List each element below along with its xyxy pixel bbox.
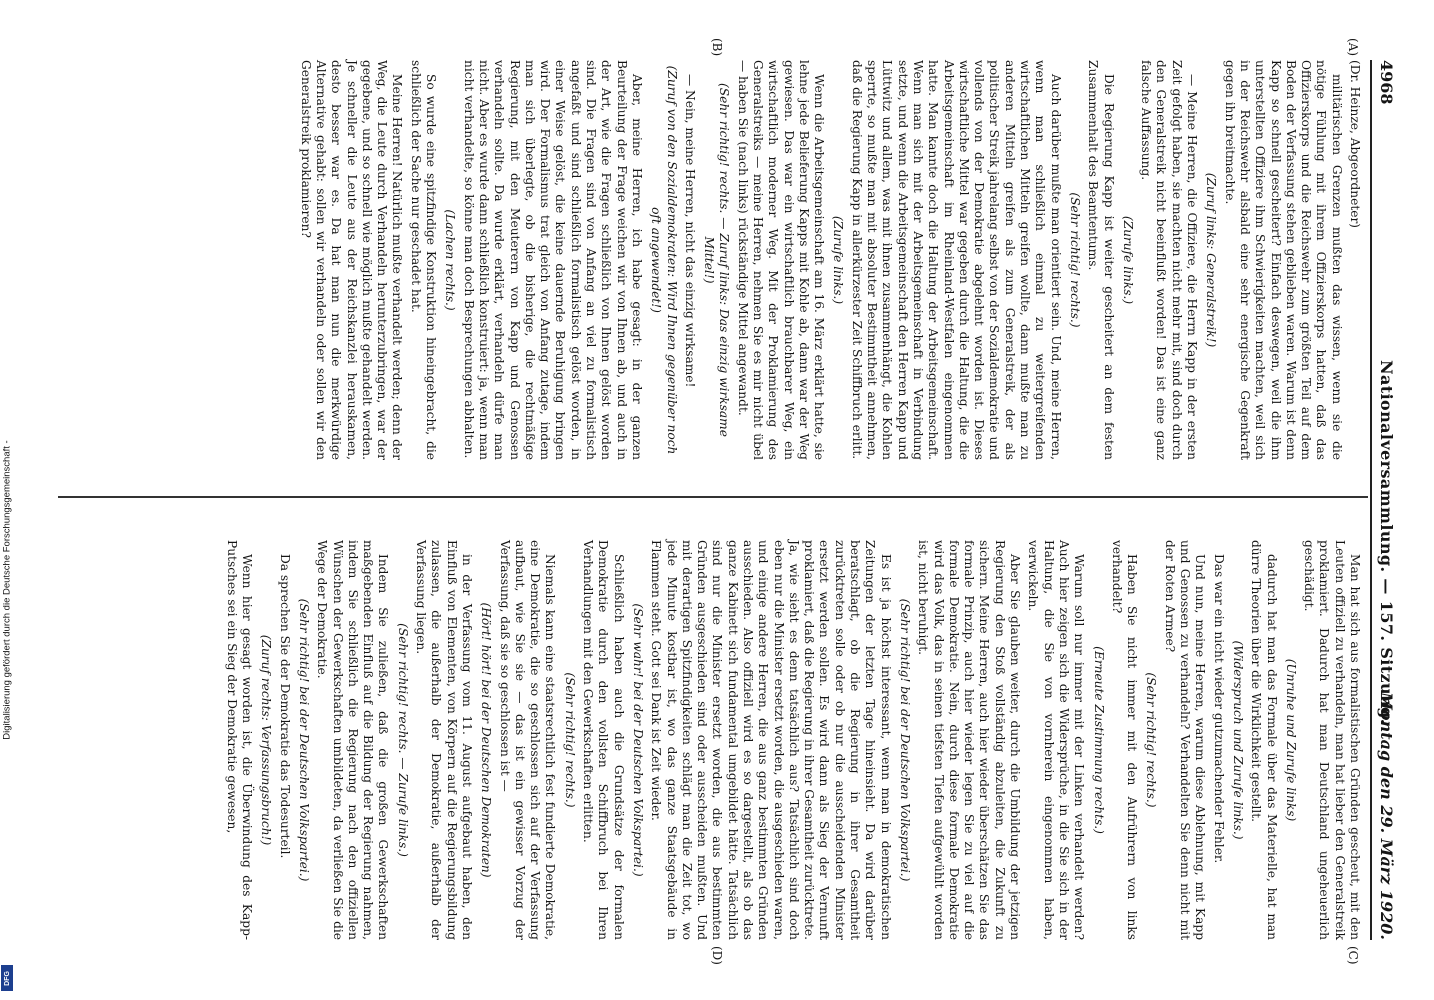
- paragraph: in der Verfassung vom 11. August aufgebaut haben, den Einfluß von Elementen, von Körpern auf die Regierungsbildung zulassen, die außerhalb der Demokratie, außerhalb der Verfassung liegen.: [414, 540, 474, 940]
- paragraph: — Nein, meine Herren, nicht das einzig wirksame!: [682, 74, 697, 388]
- interjection: (Zuruf von den Sozialdemokraten: Wird Ihnen gegenüber noch oft angewendet!): [649, 65, 679, 455]
- interjection: (Zurufe links.): [1120, 215, 1135, 305]
- right-column: [62, 540, 1362, 940]
- paragraph: dadurch hat man das Formale über das Materielle, hat man dürre Theorien über die Wirklichkeit gestellt.: [1249, 540, 1279, 940]
- interjection: (Widerspruch und Zurufe links.): [1230, 640, 1245, 840]
- paragraph: Niemals kann eine staatsrechtlich fest fundierte Demokratie, eine Demokratie, die so geschlossen sich auf der Verfassung aufbaut, wie Sie sie — das ist ein gewisser Vorzug der Verfassung, daß sie so geschlossen ist —: [497, 540, 558, 940]
- paragraph: Aber, meine Herren, ich habe gesagt: in der ganzen Beurteilung der Frage weichen wir von Ihnen ab, und auch in der Art, wie die Fragen schließlich von Ihnen gelöst worden sind. Die Fragen sind von Anfang an viel zu formalistisch angefaßt und sind schließlich formalistisch gelöst worden, in einer Weise gelöst, die keine dauernde Beruhigung bringen wird. Der Formalismus trat gleich von Anfang zutage, indem man sich überlegte, ob die bisherige, die rechtmäßige Regierung, mit den Meuterern von Kapp und Genossen verhandeln sollte. Da wurde erklärt, verhandeln dürfe man nicht. Aber es wurde dann schließlich konstruiert: ja, wenn man nicht verhandelte, so könne man doch Besprechungen abhalten.: [461, 60, 644, 460]
- paragraph: So wurde eine spitzfindige Konstruktion hineingebracht, die schließlich der Sache nur geschadet hat.: [408, 60, 439, 460]
- speaker-line: (Dr. Heinze, Abgeordneter): [1348, 60, 1362, 229]
- paragraph: Wenn die Arbeitsgemeinschaft am 16. März erklärt hatte, sie lehne jede Belieferung Kapps mit Kohle ab, dann war der Weg gewiesen. Das war ein wirtschaftlich brauchbarer Weg, ein wirtschaftlich moderner Weg. Mit der Proklamierung des Generalstreiks — meine Herren, nehmen Sie es mir nicht übel — haben Sie (nach links) rückständige Mittel angewandt.: [735, 60, 827, 460]
- paragraph: Das war ein nicht wieder gutzumachender Fehler.: [1211, 554, 1226, 864]
- paragraph: Haben Sie nicht immer mit den Aufrührern von links verhandelt?: [1109, 540, 1140, 940]
- column-divider: [58, 496, 1368, 498]
- interjection: (Hört! hört! bei der Deutschen Demokraten): [479, 602, 494, 878]
- paragraph: Da sprechen Sie der Demokratie das Todesurteil.: [277, 554, 292, 859]
- interjection: (Unruhe und Zurufe links): [1283, 658, 1298, 822]
- page-header: [1370, 60, 1398, 940]
- paragraph: Die Regierung Kapp ist weiter gescheitert an dem festen Zusammenhalt des Beamtentums.: [1086, 60, 1116, 460]
- paragraph: Indem Sie zuließen, daß die großen Gewerkschaften maßgebenden Einfluß auf die Bildung der Regierung nahmen, indem Sie schließlich die Regierung nach den offiziellen Wünschen der Gewerkschaften umbildeten, da verließen Sie die Wege der Demokratie.: [315, 540, 391, 940]
- session-date: Montag den 29. März 1920.: [1377, 692, 1396, 940]
- paragraph: Es ist ja höchst interessant, wenn man in demokratischen Zeitungen der letzten Tage hineinsieht. Da wird darüber beratschlagt, ob die Regierung in ihrer Gesamtheit zurücktreten solle oder ob nur die ausscheidenden Minister ersetzt werden sollen. Es wird dann als Sieg der Vernunft proklamiert, daß die Regierung in ihrer Gesamtheit zurücktrete. Ja, wie sieht es denn tatsächlich aus? Tatsächlich sind doch eben nur die Minister ersetzt worden, die ausgeschieden waren, und einige andere Herren, die aus ganz bestimmten Gründen ausschieden. Also offiziell wird es so dargestellt, als ob das ganze Kabinett sich fundamental umgebildet hätte. Tatsächlich sind nur die Minister ersetzt worden, die aus bestimmten Gründen ausgeschieden sind oder ausscheiden mußten. Und mit derartigen Spitzfindigkeiten schlägt man die Zeit tot, wo jede Minute kostbar ist, wo das ganze Staatsgebäude in Flammen steht. Gott sei Dank ist Zeit wieder.: [649, 540, 893, 940]
- paragraph: Schließlich haben auch die Grundsätze der formalen Demokratie durch den vollsten Schiffbruch bei Ihren Verhandlungen mit den Gewerkschaften erlitten.: [581, 540, 626, 940]
- margin-mark-c: (C): [1346, 946, 1360, 965]
- interjection: (Sehr richtig! rechts. — Zuruf links: Das einzig wirksame Mittel!): [702, 83, 732, 437]
- interjection: (Sehr richtig! rechts.): [562, 672, 577, 808]
- interjection: (Sehr richtig! bei der Deutschen Volkspartei.): [297, 598, 311, 882]
- interjection: (Sehr richtig! rechts.): [1067, 192, 1082, 328]
- margin-mark-a: (A): [1346, 38, 1360, 57]
- margin-mark-d: (D): [710, 946, 724, 965]
- interjection: (Zurufe links.): [831, 215, 846, 305]
- paragraph: Warum soll nur immer mit der Linken verhandelt werden? Auch hier zeigen sich die Widersprüche, in die Sie sich in der Haltung, die Sie von vornherein eingenommen haben, verwickeln.: [1026, 540, 1087, 940]
- paragraph: — Meine Herren, die Offiziere, die Herrn Kapp in der ersten Zeit gefolgt haben, sie machten nicht mehr mit, sind doch durch den Generalstreik nicht beeinflußt worden! Das ist eine ganz falsche Auffassung.: [1139, 60, 1200, 460]
- dfg-logo: DFG: [1, 965, 13, 991]
- paragraph: Aber Sie glauben weiter, durch die Umbildung der jetzigen Regierung den Stoß vollständig abzuleiten, die Zukunft zu sichern. Meine Herren, auch hier wieder überschätzen Sie das formale Prinzip, auch hier wieder legen Sie zu viel auf die formale Demokratie. Nein, durch diese formale Demokratie wird das Volk, das in seinen tiefsten Tiefen aufgewühlt worden ist, nicht beruhigt.: [916, 540, 1023, 940]
- digitization-note: [0, 0, 14, 1000]
- paragraph: Auch darüber mußte man orientiert sein. Und, meine Herren, wenn man schließlich einmal zu weitergreifenden wirtschaftlichen Mitteln greifen wollte, dann mußte man zu anderen Mitteln greifen als zum Generalstreik, der als politischer Streik jahrelang selbst von der Sozialdemokratie und vollends von der Demokratie abgelehnt worden ist. Dieses wirtschaftliche Mittel war gegeben durch die Haltung, die die Arbeitsgemeinschaft im Rheinland-Westfalen eingenommen hatte. Man kannte doch die Haltung der Arbeitsgemeinschaft. Wenn man sich mit der Arbeitsgemeinschaft in Verbindung setzte, und wenn die Arbeitsgemeinschaft den Herren Kapp und Lüttwitz und allem, was mit ihnen zusammenhängt, die Kohlen sperrte, so mußte man mit absoluter Bestimmtheit annehmen, daß die Regierung Kapp in allerkürzester Zeit Schiffbruch erlitt.: [849, 60, 1063, 460]
- interjection: (Sehr richtig! rechts.): [1144, 672, 1159, 808]
- paragraph: Meine Herren! Natürlich mußte verhandelt werden; denn der Weg, die Leute durch Verhandeln herunterzubringen, war der gegebene, und so schnell wie möglich mußte gehandelt werden. Je schneller die Leute aus der Reichskanzlei herauskamen, desto besser war es. Da hat man nun die merkwürdige Alternative gehabt: sollen wir verhandeln oder sollen wir den Generalstreik proklamieren?: [298, 60, 405, 460]
- paragraph: Man hat sich aus formalistischen Gründen gescheut, mit den Leuten offiziell zu verhandeln, man hat lieber den Generalstreik proklamiert. Dadurch hat man Deutschland ungeheuerlich geschädigt.: [1302, 540, 1362, 940]
- session-title: Nationalversammlung. — 157. Sitzung.: [1377, 360, 1396, 725]
- interjection: (Sehr wahr! bei der Deutschen Volkspartei.): [630, 603, 645, 877]
- interjection: (Sehr richtig! bei der Deutschen Volkspartei.): [897, 598, 912, 882]
- margin-mark-b: (B): [710, 38, 724, 57]
- paragraph: Und nun, meine Herren, warum diese Ablehnung, mit Kapp und Genossen zu verhandeln? Verhandelten Sie denn nicht mit der Roten Armee?: [1162, 540, 1208, 940]
- interjection: (Sehr richtig! rechts. — Zurufe links.): [395, 623, 410, 857]
- page-number: 4968: [1377, 60, 1396, 105]
- scanned-page: [54, 0, 1414, 1000]
- interjection: (Lachen rechts.): [443, 209, 458, 311]
- interjection: (Zuruf links: Generalstreik!): [1204, 172, 1219, 348]
- interjection: (Erneute Zustimmung rechts.): [1091, 646, 1106, 834]
- funding-note-text: Digitalisierung gefördert durch die Deutsche Forschungsgemeinschaft -: [1, 440, 13, 740]
- interjection: (Zuruf rechts: Verfassungsbruch!): [259, 634, 274, 846]
- paragraph: militärischen Grenzen mußten das wissen, wenn sie die nötige Fühlung mit ihrem Offizierskorps hatten, daß das Offizierskorps und die Reichswehr zum größten Teil auf dem Boden der Verfassung stehen geblieben waren. Warum ist denn Kapp so schnell gescheitert? Einfach deswegen, weil die ihm unterstellten Offiziere ihm Schwierigkeiten machten, weil sich in der Reichswehr alsbald eine sehr energische Gegenkraft gegen ihn breitmachte.: [1222, 60, 1344, 460]
- paragraph: Wenn hier gesagt worden ist, die Überwindung des Kapp-Putsches sei ein Sieg der Demokratie gewesen,: [224, 540, 255, 940]
- left-column: [62, 60, 1362, 460]
